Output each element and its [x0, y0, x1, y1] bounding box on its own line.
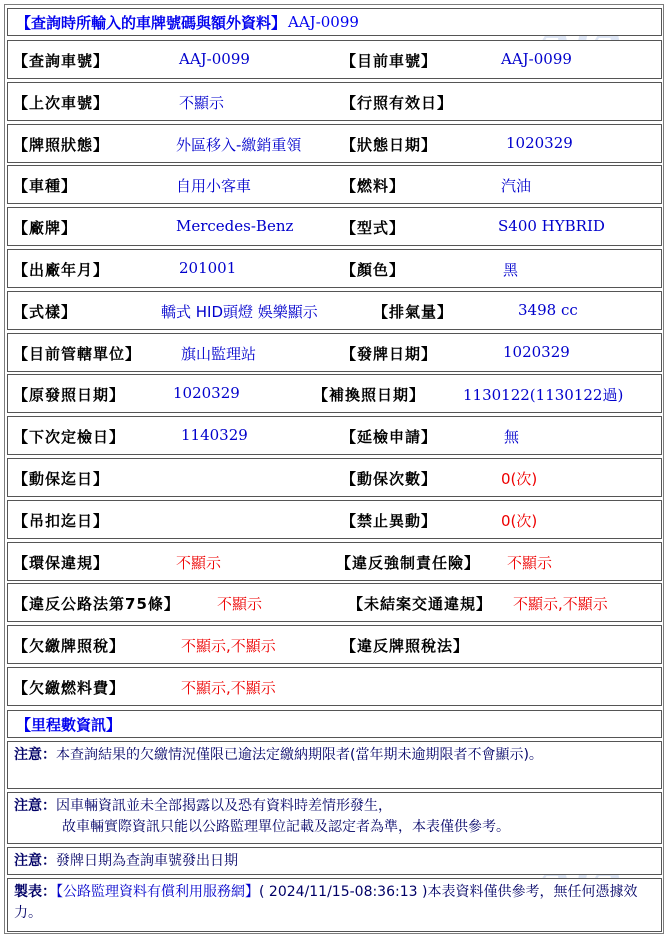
field-label: 【違反強制責任險】 [336, 554, 481, 572]
info-row [7, 500, 662, 539]
field-value: 0(次) [501, 470, 538, 488]
field-label: 【動保次數】 [341, 470, 438, 488]
field-label: 【動保迄日】 [13, 470, 110, 488]
field-value: 汽油 [501, 177, 532, 195]
field-label: 【補換照日期】 [313, 386, 426, 404]
field-value: 不顯示 [217, 595, 263, 613]
field-label: 【式樣】 [13, 303, 78, 321]
info-row [7, 82, 662, 121]
field-label: 【顏色】 [341, 261, 406, 279]
field-label: 【查詢車號】 [13, 52, 110, 70]
field-value: 旗山監理站 [181, 345, 257, 363]
info-row [7, 625, 662, 664]
info-row [7, 124, 662, 163]
field-label: 【行照有效日】 [341, 94, 454, 112]
info-row [7, 291, 662, 330]
field-label: 【出廠年月】 [13, 261, 110, 279]
footer-timestamp: ( 2024/11/15-08:36:13 ) [259, 884, 428, 900]
field-value: 不顯示,不顯示 [181, 679, 276, 697]
field-label: 【廠牌】 [13, 219, 78, 237]
field-label: 【排氣量】 [373, 303, 454, 321]
field-value: AAJ-0099 [501, 50, 572, 68]
field-value: S400 HYBRID [498, 217, 605, 235]
field-label: 【欠繳牌照稅】 [13, 637, 126, 655]
field-label: 【禁止異動】 [341, 512, 438, 530]
field-value: 1020329 [173, 384, 240, 402]
footer [7, 878, 662, 932]
field-label: 【上次車號】 [13, 94, 110, 112]
field-label: 【目前車號】 [341, 52, 438, 70]
field-value: 201001 [179, 259, 237, 277]
field-label: 【燃料】 [341, 177, 406, 195]
info-row [7, 374, 662, 413]
field-label: 【車種】 [13, 177, 78, 195]
field-value: 轎式 HID頭燈 娛樂顯示 [161, 303, 318, 321]
info-row [7, 458, 662, 497]
field-value: 1020329 [503, 343, 570, 361]
info-row [7, 165, 662, 204]
field-label: 【下次定檢日】 [13, 428, 126, 446]
info-row [7, 40, 662, 79]
field-value: 不顯示 [179, 94, 225, 112]
note-3-text: 發牌日期為查詢車號發出日期 [56, 853, 238, 869]
note-1-label: 注意： [14, 747, 56, 763]
field-label: 【牌照狀態】 [13, 136, 110, 154]
field-value: AAJ-0099 [179, 50, 250, 68]
field-value: 黑 [503, 261, 519, 279]
note-3-label: 注意： [14, 853, 56, 869]
info-row [7, 583, 662, 622]
report-title [7, 8, 662, 36]
field-value: Mercedes-Benz [176, 217, 294, 235]
field-label: 【原發照日期】 [13, 386, 126, 404]
info-row [7, 249, 662, 288]
field-value: 1140329 [181, 426, 248, 444]
field-label: 【發牌日期】 [341, 345, 438, 363]
field-value: 不顯示 [507, 554, 553, 572]
info-row [7, 207, 662, 246]
field-value: 不顯示,不顯示 [181, 637, 276, 655]
field-value: 0(次) [501, 512, 538, 530]
note-2-line2: 故車輛實際資訊只能以公路監理單位記載及認定者為準，本表僅供參考。 [62, 819, 510, 835]
field-label: 【型式】 [341, 219, 406, 237]
note-2-line1: 因車輛資訊並未全部揭露以及恐有資料時差情形發生， [56, 798, 392, 814]
field-label: 【延檢申請】 [341, 428, 438, 446]
title-plate: AAJ-0099 [288, 13, 359, 31]
note-2-label: 注意： [14, 798, 56, 814]
field-label: 【違反公路法第75條】 [13, 595, 180, 613]
field-label: 【吊扣迄日】 [13, 512, 110, 530]
field-label: 【狀態日期】 [341, 136, 438, 154]
field-value: 不顯示 [176, 554, 222, 572]
field-label: 【目前管轄單位】 [13, 345, 142, 363]
field-label: 【未結案交通違規】 [348, 595, 493, 613]
note-1-text: 本查詢結果的欠繳情況僅限已逾法定繳納期限者(當年期未逾期限者不會顯示)。 [56, 747, 543, 763]
field-value: 無 [504, 428, 520, 446]
field-label: 【欠繳燃料費】 [13, 679, 126, 697]
field-label: 【違反牌照稅法】 [341, 637, 470, 655]
info-row [7, 542, 662, 581]
info-row [7, 667, 662, 706]
mileage-label: 【里程數資訊】 [16, 715, 122, 734]
note-3 [7, 847, 662, 875]
field-value: 不顯示,不顯示 [513, 595, 608, 613]
info-row [7, 416, 662, 455]
field-value: 外區移入-繳銷重領 [176, 136, 302, 154]
field-value: 1020329 [506, 134, 573, 152]
field-value: 1130122(1130122過) [463, 386, 624, 404]
info-row [7, 333, 662, 372]
footer-service-link[interactable]: 【公路監理資料有償利用服務網】 [56, 884, 259, 900]
field-label: 【環保違規】 [13, 554, 110, 572]
title-label: 【查詢時所輸入的車牌號碼與額外資料】 [16, 13, 287, 32]
note-2 [7, 792, 662, 844]
footer-text: 本表資料僅供參考，無任何憑據效力。 [14, 884, 638, 921]
mileage-header [7, 710, 662, 738]
note-1 [7, 741, 662, 789]
field-value: 自用小客車 [176, 177, 252, 195]
footer-label: 製表： [14, 884, 56, 900]
field-value: 3498 cc [518, 301, 578, 319]
